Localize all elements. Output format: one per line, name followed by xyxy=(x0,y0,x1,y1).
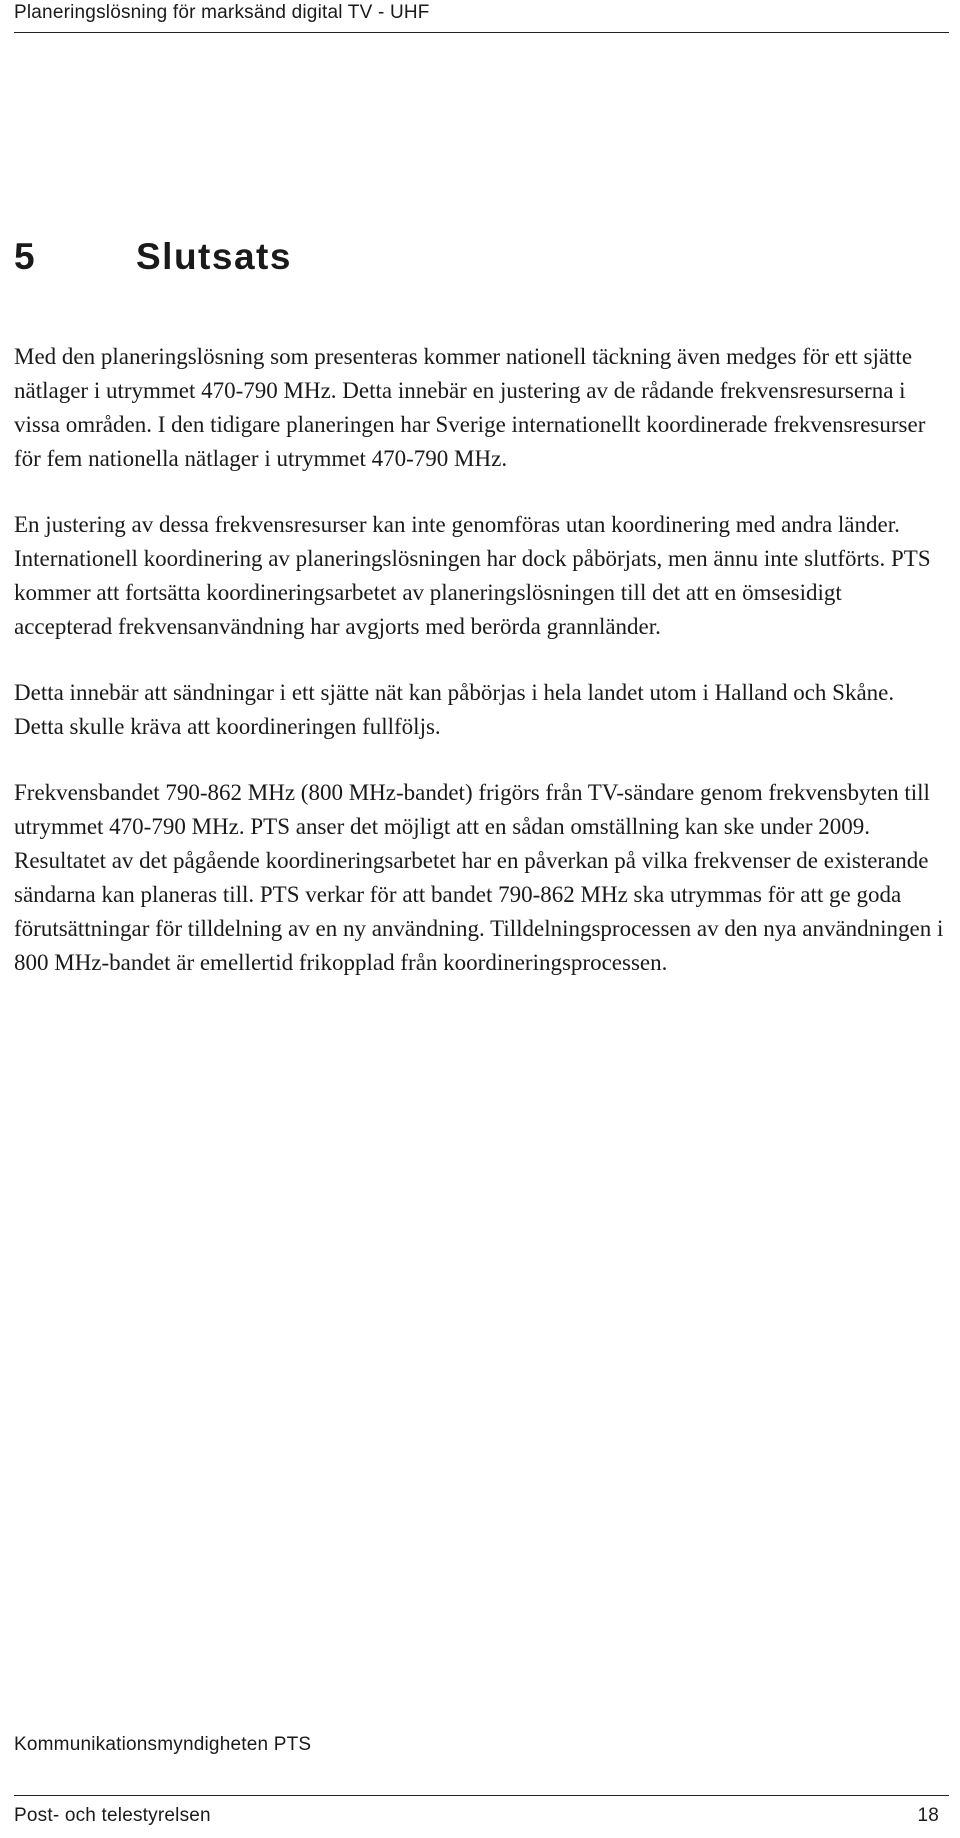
chapter-title: Slutsats xyxy=(136,236,292,277)
running-header: Planeringslösning för marksänd digital TV - UHF xyxy=(14,0,949,33)
chapter-heading xyxy=(14,234,292,280)
body-text xyxy=(14,340,944,1012)
footer-agency: Post- och telestyrelsen xyxy=(14,1805,211,1826)
paragraph: Med den planeringslösning som presenteras kommer nationell täckning även medges för ett sjätte nätlager i utrymmet 470-790 MHz. Detta innebär en justering av de rådande frekvensresurserna i vissa områden. I den tidigare planeringen har Sverige internationellt koordinerade frekvensresurser för fem nationella nätlager i utrymmet 470-790 MHz. xyxy=(14,344,926,471)
paragraph: Detta innebär att sändningar i ett sjätte nät kan påbörjas i hela landet utom i Halland och Skåne. Detta skulle kräva att koordineringen fullföljs. xyxy=(14,680,895,739)
page-number: 18 xyxy=(917,1805,939,1826)
paragraph: Frekvensbandet 790-862 MHz (800 MHz-bandet) frigörs från TV-sändare genom frekvensbyten till utrymmet 470-790 MHz. PTS anser det möjligt att en sådan omställning kan ske under 2009. Resultatet av det pågående koordineringsarbetet har en påverkan på vilka frekvenser de existerande sändarna kan planeras till. PTS verkar för att bandet 790-862 MHz ska utrymmas för att ge goda förutsättningar för tilldelning av en ny användning. Tilldelningsprocessen av den nya användningen i 800 MHz-bandet är emellertid frikopplad från koordineringsprocessen. xyxy=(14,780,944,975)
chapter-number: 5 xyxy=(14,236,37,277)
paragraph: En justering av dessa frekvensresurser kan inte genomföras utan koordinering med andra länder. Internationell koordinering av planeringslösningen har dock påbörjats, men ännu inte slutförts. PTS kommer att fortsätta koordineringsarbetet av planeringslösningen till det att en ömsesidigt accepterad frekvensanvändning har avgjorts med berörda grannländer. xyxy=(14,512,931,639)
footer-organization: Kommunikationsmyndigheten PTS xyxy=(14,1734,312,1755)
footer xyxy=(14,1804,949,1828)
footer-divider xyxy=(14,1795,949,1796)
